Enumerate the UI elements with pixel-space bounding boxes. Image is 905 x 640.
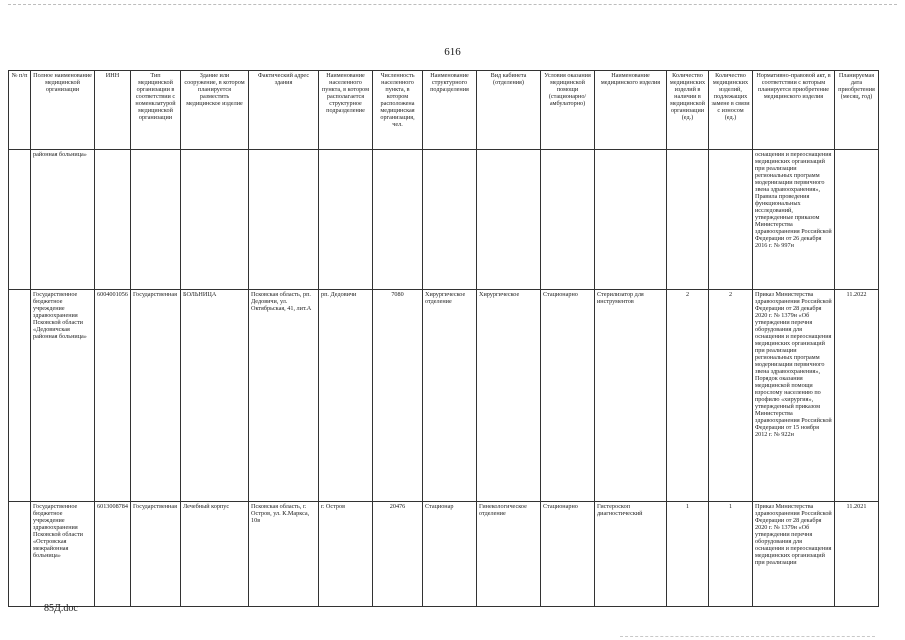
- cell-num: [9, 502, 31, 607]
- cell-building: БОЛЬНИЦА: [181, 290, 249, 502]
- cell-settlement: рп. Дедовичи: [319, 290, 373, 502]
- header-cell: Фактический адрес здания: [249, 71, 319, 150]
- cell-qty-replace: [709, 150, 753, 290]
- header-cell: Условия оказания медицинской помощи (стационарно/ амбулаторно): [541, 71, 595, 150]
- cell-num: [9, 150, 31, 290]
- cell-qty-have: [667, 150, 709, 290]
- cell-qty-replace: 1: [709, 502, 753, 607]
- header-cell: Полное наименование медицинской организации: [31, 71, 95, 150]
- table-row: [9, 502, 879, 607]
- cell-date: 11.2021: [835, 502, 879, 607]
- cell-settlement: [319, 150, 373, 290]
- header-cell: Нормативно-правовой акт, в соответствии с которым планируется приобретение медицинского изделия: [753, 71, 835, 150]
- cell-address: [249, 150, 319, 290]
- cell-type: Государственная: [131, 290, 181, 502]
- cell-org: районная больница»: [31, 150, 95, 290]
- cell-inn: [95, 150, 131, 290]
- cell-building: [181, 150, 249, 290]
- cell-num: [9, 290, 31, 502]
- cell-unit: Стационар: [423, 502, 477, 607]
- cell-type: [131, 150, 181, 290]
- scan-artifact-bottom: [620, 636, 875, 637]
- table-row: [9, 290, 879, 502]
- cell-date: 11.2022: [835, 290, 879, 502]
- cell-org: Государственное бюджетное учреждение здравоохранения Псковской области «Островская межрайонная больница»: [31, 502, 95, 607]
- cell-device: Гистероскоп диагностический: [595, 502, 667, 607]
- cell-qty-replace: 2: [709, 290, 753, 502]
- cell-conditions: [541, 150, 595, 290]
- footer-filename: 85Д.doc: [44, 603, 78, 614]
- cell-inn: 6004001056: [95, 290, 131, 502]
- header-cell: Наименование медицинского изделия: [595, 71, 667, 150]
- cell-act: оснащения и переоснащения медицинских организаций при реализации региональных программ модернизации первичного звена здравоохранения», Правила проведения функциональных исследований, утвержденные приказом Министерства здравоохранения Российской Федерации от 26 декабря 2016 г. № 997н: [753, 150, 835, 290]
- page-number: 616: [444, 46, 461, 58]
- table-header-row: [9, 71, 879, 150]
- cell-conditions: Стационарно: [541, 502, 595, 607]
- header-cell: Тип медицинской организации в соответствии с номенклатурой медицинской организации: [131, 71, 181, 150]
- cell-org: Государственное бюджетное учреждение здравоохранения Псковской области «Дедовичская районная больница»: [31, 290, 95, 502]
- cell-population: 20476: [373, 502, 423, 607]
- cell-building: Лечебный корпус: [181, 502, 249, 607]
- cell-unit: [423, 150, 477, 290]
- cell-act: Приказ Министерства здравоохранения Российской Федерации от 28 декабря 2020 г. № 1379н «Об утверждении перечня оборудования для оснащения и переоснащения медицинских организаций при реализации: [753, 502, 835, 607]
- header-cell: Вид кабинета (отделения): [477, 71, 541, 150]
- table-row: [9, 150, 879, 290]
- header-cell: Здание или сооружение, в котором планируется разместить медицинское изделие: [181, 71, 249, 150]
- header-cell: Наименование структурного подразделения: [423, 71, 477, 150]
- header-cell: ИНН: [95, 71, 131, 150]
- cell-qty-have: 1: [667, 502, 709, 607]
- cell-act: Приказ Министерства здравоохранения Российской Федерации от 28 декабря 2020 г. № 1379н «Об утверждении перечня оборудования для оснащения и переоснащения медицинских организаций при реализации региональных программ модернизации первичного звена здравоохранения», Порядок оказания медицинской помощи взрослому населению по профилю «хирургия», утвержденный приказом Министерства здравоохранения Российской Федерации от 15 ноября 2012 г. № 922н: [753, 290, 835, 502]
- header-cell: Численность населенного пункта, в котором расположена медицинская организация, чел.: [373, 71, 423, 150]
- cell-cabinet: Гинекологическое отделение: [477, 502, 541, 607]
- header-cell: Планируемая дата приобретения (месяц, год): [835, 71, 879, 150]
- cell-population: [373, 150, 423, 290]
- cell-conditions: Стационарно: [541, 290, 595, 502]
- cell-settlement: г. Остров: [319, 502, 373, 607]
- cell-qty-have: 2: [667, 290, 709, 502]
- cell-address: Псковская область, рп. Дедовичи, ул. Октябрьская, 41, лит.А: [249, 290, 319, 502]
- cell-cabinet: Хирургическое: [477, 290, 541, 502]
- header-cell: Количество медицинских изделий, подлежащих замене в связи с износом (ед.): [709, 71, 753, 150]
- cell-address: Псковская область, г. Остров, ул. К.Маркса, 10в: [249, 502, 319, 607]
- cell-date: [835, 150, 879, 290]
- cell-unit: Хирургическое отделение: [423, 290, 477, 502]
- cell-device: Стерилизатор для инструментов: [595, 290, 667, 502]
- cell-cabinet: [477, 150, 541, 290]
- equipment-table: [8, 70, 879, 607]
- cell-device: [595, 150, 667, 290]
- cell-population: 7080: [373, 290, 423, 502]
- cell-inn: 6013008784: [95, 502, 131, 607]
- header-cell: № п/п: [9, 71, 31, 150]
- cell-type: Государственная: [131, 502, 181, 607]
- header-cell: Наименование населенного пункта, в котором располагается структурное подразделение: [319, 71, 373, 150]
- header-cell: Количество медицинских изделий в наличии в медицинской организации (ед.): [667, 71, 709, 150]
- scan-artifact-top: [8, 4, 897, 5]
